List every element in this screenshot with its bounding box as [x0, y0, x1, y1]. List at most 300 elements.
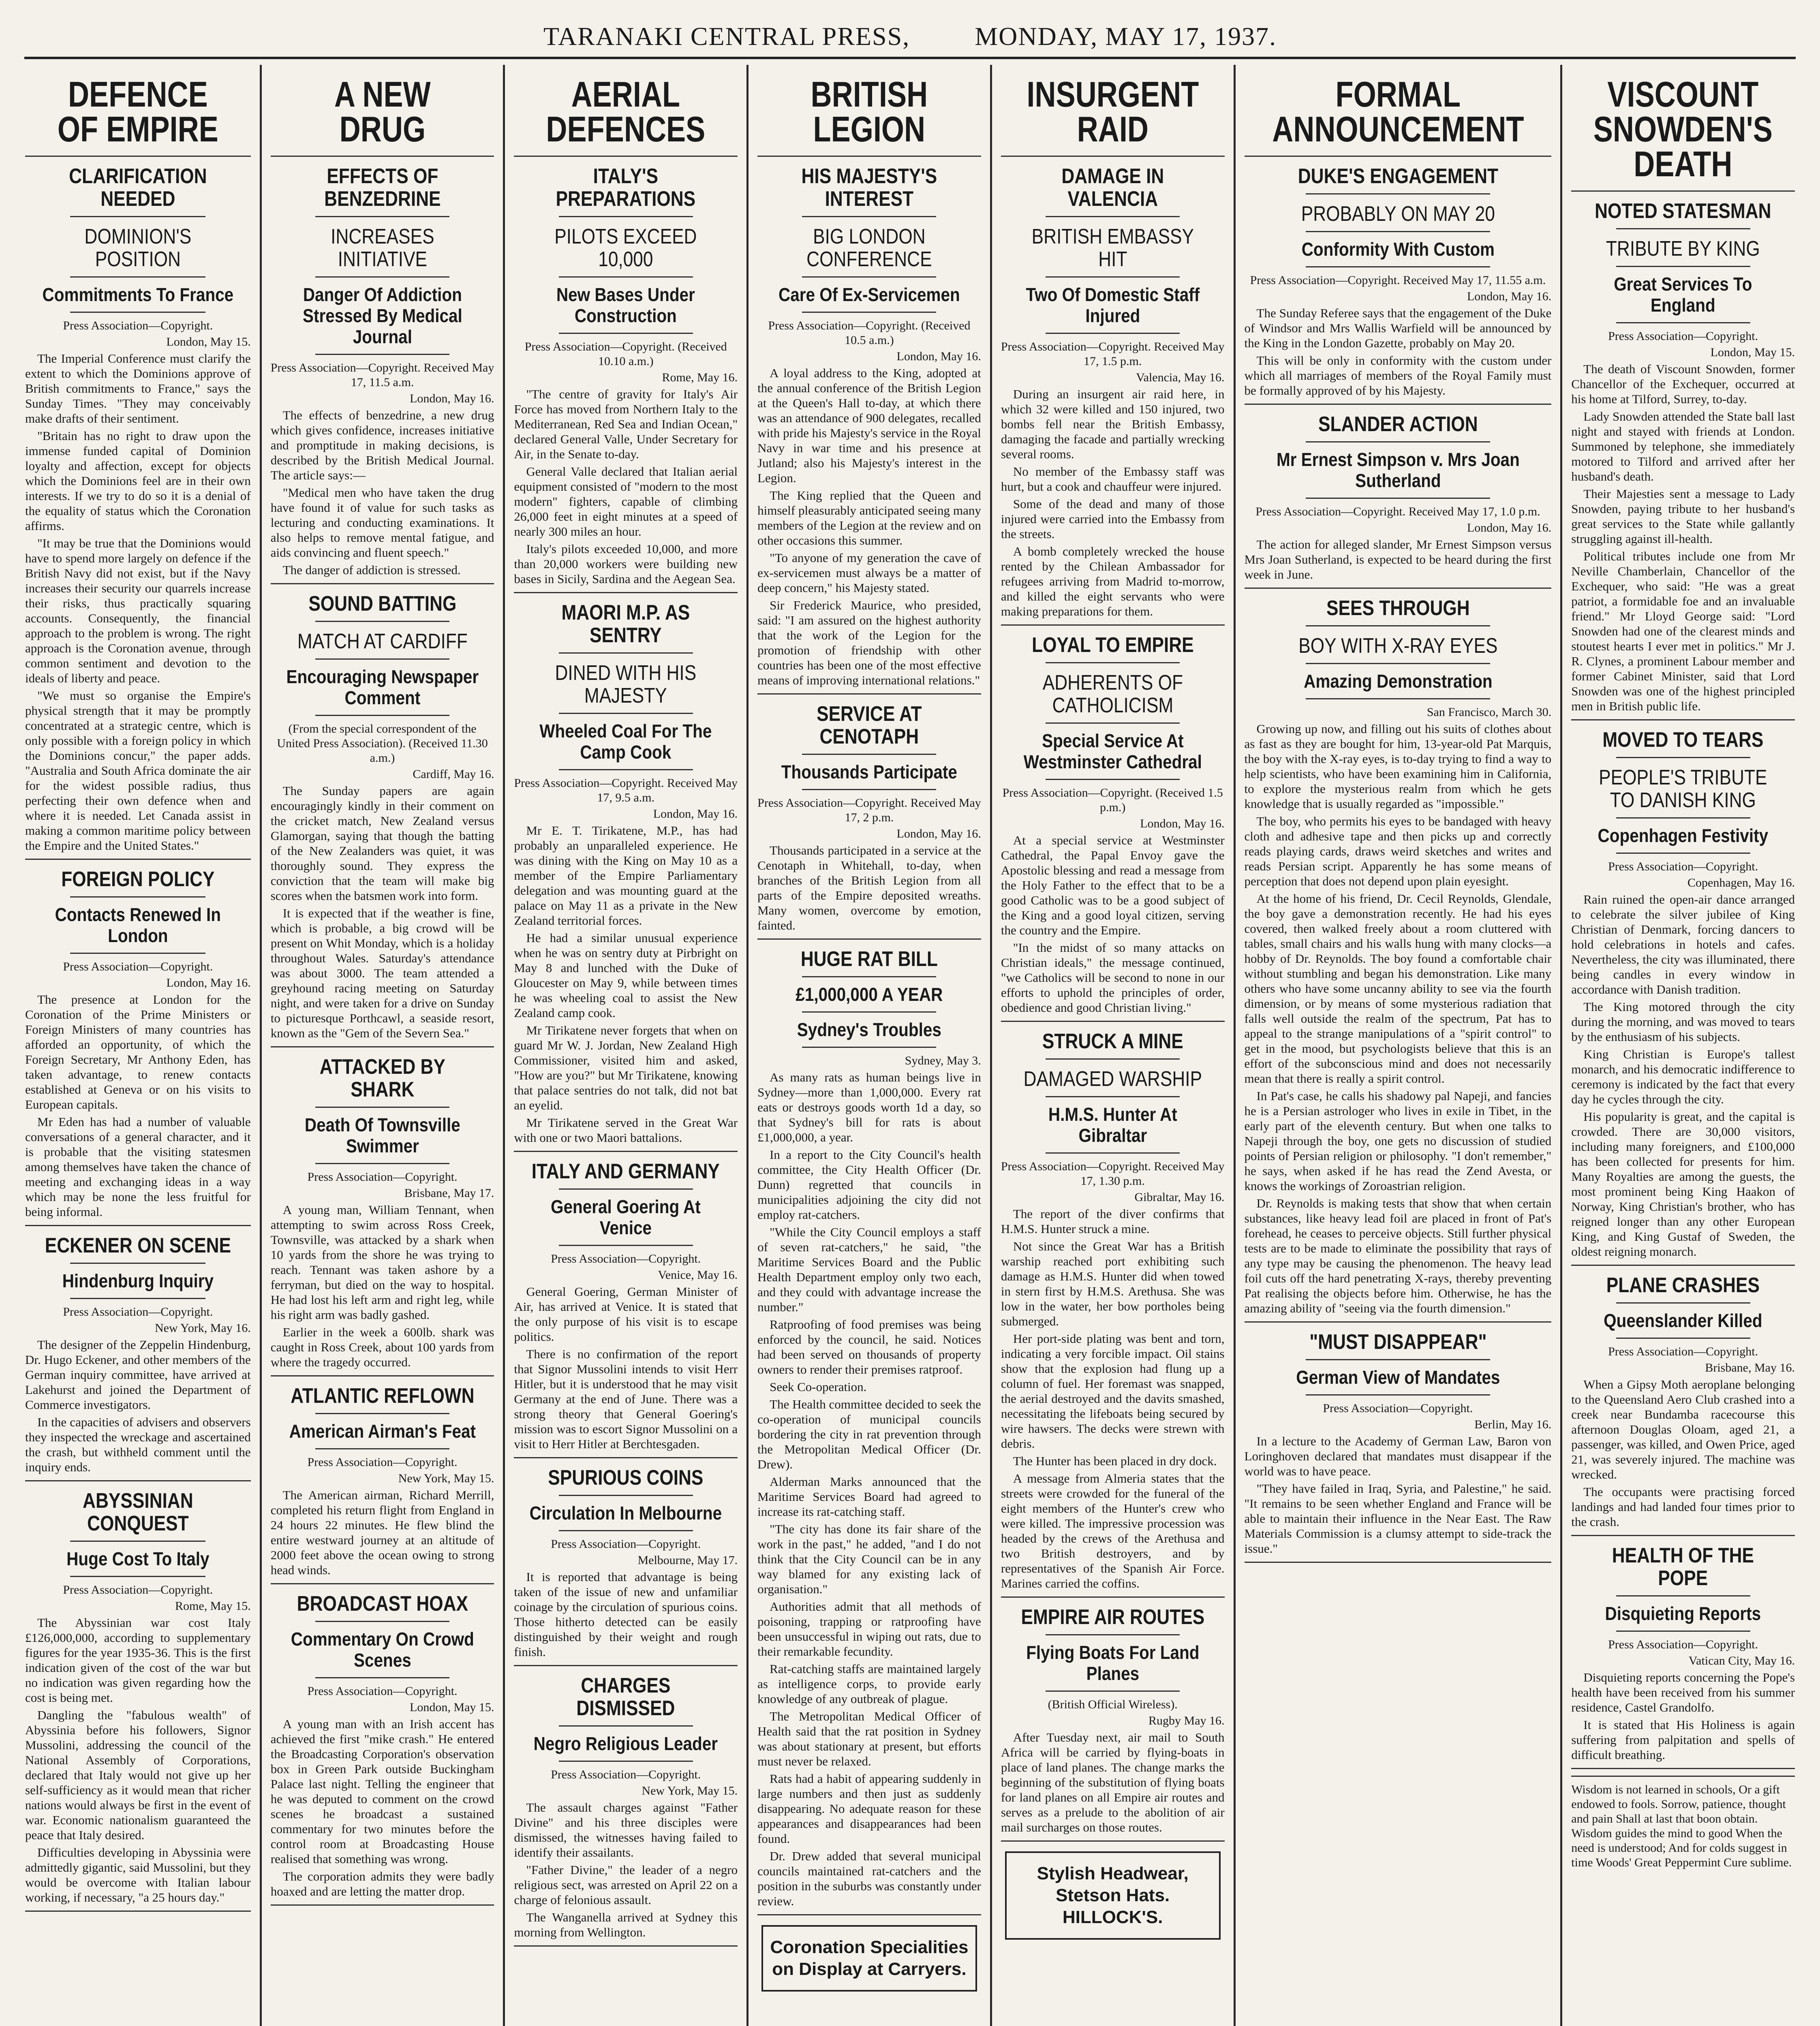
rule-divider [271, 583, 494, 584]
article-paragraph: In the capacities of advisers and observers they inspected the wreckage and ascertained the crash, but withheld comment until the inquiry ends. [25, 1415, 251, 1474]
article-paragraph: The Imperial Conference must clarify the extent to which the Dominions approve of British commitments to France," says the Sunday Times. "They may conceivably make drafts of their sentiment. [25, 351, 251, 425]
article-paragraph: In Pat's case, he calls his shadowy pal Napeji, and fancies he is a Persian astrologer who lives in exile in Tibet, in the early part of the eleventh century. But when one talks to Napeji through the boy, one gets no discussion of studied points of Persian religion or philosophy. "I don't remember," he says, when asked if he has read the Zend Avesta, or knows the workings of Zoroastrian religion. [1244, 1089, 1552, 1193]
article-paragraph: "The centre of gravity for Italy's Air Force has moved from Northern Italy to the Mediterranean, Red Sea and Indian Ocean," declared General Valle, Under Secretary for Air, in the Senate to-day. [514, 387, 738, 461]
article-paragraph: The Wanganella arrived at Sydney this morning from Wellington. [514, 1910, 738, 1939]
section-subheadline: Wheeled Coal For The Camp Cook [539, 720, 712, 763]
dateline: London, May 16. [896, 350, 981, 363]
rule-divider [1306, 231, 1490, 232]
section-headline: ATTACKED BY SHARK [319, 1055, 445, 1101]
byline: Press Association—Copyright. Received May 17, 11.5 a.m. [270, 361, 494, 389]
section-headline: ITALY AND GERMANY [532, 1160, 720, 1183]
byline: Press Association—Copyright. Received May 17, 11.55 a.m. [1250, 274, 1546, 287]
article-paragraph: Mr Tirikatene served in the Great War with one or two Maori battalions. [514, 1116, 738, 1145]
rule-divider [1571, 190, 1795, 192]
rule-divider [757, 156, 981, 157]
rule-divider [1306, 193, 1490, 194]
rule-divider [1306, 625, 1490, 626]
article-paragraph: Her port-side plating was bent and torn, indicating a very forcible impact. Oil stains show that the explosion had flung up a column of fuel. Her foremast was snapped, the aerial destroyed and the davits smashed, necessitating the lifeboats being secured by wire hawsers. The decks were strewn with debris. [1001, 1331, 1225, 1451]
section-headline: HIS MAJESTY'S INTEREST [801, 165, 937, 211]
rule-divider [70, 216, 205, 217]
rule-divider [802, 1011, 936, 1013]
rule-divider [559, 216, 693, 217]
article-paragraph: The Sunday papers are again encouragingly kindly in their comment on the cricket match, New Zealand versus Glamorgan, saying that though the batting of the New Zealanders was quiet, it was thoroughly sound. They express the conviction that the team will make big scores when the batsmen work into form. [270, 784, 494, 903]
rule-divider [1046, 276, 1180, 278]
rule-divider [70, 953, 205, 954]
paper-name: TARANAKI CENTRAL PRESS, [543, 22, 910, 51]
rule-divider [1306, 498, 1490, 499]
rule-divider [559, 1245, 693, 1246]
rule-divider [1616, 266, 1750, 267]
article-paragraph: Disquieting reports concerning the Pope's health have been received from his summer residence, Castel Grandolfo. [1571, 1670, 1795, 1714]
section-headline: PILOTS EXCEED 10,000 [554, 225, 697, 271]
rule-divider [271, 1583, 494, 1584]
rule-divider [802, 312, 936, 313]
article-paragraph: The designer of the Zeppelin Hindenburg, Dr. Hugo Eckener, and other members of the German inquiry committee, have arrived at Lakehurst and joined the Department of Commerce investigators. [25, 1338, 251, 1412]
section-subheadline: Commentary On Crowd Scenes [291, 1628, 474, 1671]
rule-divider [1245, 156, 1552, 157]
column-title: INSURGENT RAID [1027, 74, 1199, 149]
dateline: New York, May 15. [398, 1472, 494, 1485]
section-subheadline: General Goering At Venice [551, 1196, 701, 1238]
section-headline: ADHERENTS OF CATHOLICISM [1042, 671, 1183, 717]
section-headline: FOREIGN POLICY [61, 868, 215, 891]
issue-date: MONDAY, MAY 17, 1937. [975, 22, 1277, 51]
article-paragraph: The Sunday Referee says that the engagement of the Duke of Windsor and Mrs Wallis Warfield will be announced by the King in the London Gazette, probably on May 20. [1244, 306, 1552, 350]
byline: Press Association—Copyright. [551, 1537, 701, 1551]
section-headline: PROBABLY ON MAY 20 [1301, 202, 1495, 226]
dateline: Rugby May 16. [1148, 1714, 1225, 1727]
article-paragraph: During an insurgent air raid here, in which 32 were killed and 150 injured, two bombs fell near the British Embassy, damaging the facade and partially wrecking several rooms. [1001, 387, 1225, 461]
rule-divider [70, 312, 205, 313]
news-column [1234, 65, 1561, 2026]
byline: Press Association—Copyright. [1608, 860, 1758, 873]
article-paragraph: Not since the Great War has a British warship reached port exhibiting such damage as H.M.S. Hunter did when towed in stern first by H.M.S. Arethusa. She was low in the water, her bow portholes being submerged. [1001, 1239, 1225, 1328]
article-paragraph: King Christian is Europe's tallest monarch, and his democratic indifference to ceremony is indicated by the fact that every day he cycles through the city. [1571, 1047, 1795, 1106]
byline: Press Association—Copyright. [551, 1768, 701, 1781]
section-subheadline: Commitments To France [42, 284, 234, 305]
rule-divider [1046, 1096, 1180, 1097]
rule-divider [315, 354, 449, 355]
rule-divider [802, 789, 936, 790]
rule-divider [802, 1047, 936, 1048]
article-paragraph: "We must so organise the Empire's physical strength that it may be promptly concentrated at a strategic centre, which is only possible with a foreign policy in which the Dominions concur," the paper adds. "Australia and South Africa dominate the air for the widest possible radius, thus perfecting their own defence when and where it is needed. Let Canada assist in making a common maritime policy between the Empire and the United States." [25, 688, 251, 853]
article-paragraph: Authorities admit that all methods of poisoning, trapping or ratproofing have been unsuccessful in wiping out rats, due to their remarkable fecundity. [757, 1599, 981, 1658]
dateline: London, May 16. [1140, 817, 1225, 830]
rule-divider [70, 1298, 205, 1299]
rule-divider [1046, 1058, 1180, 1060]
rule-divider [1616, 817, 1750, 819]
dateline: San Francisco, March 30. [1426, 705, 1552, 719]
byline: Press Association—Copyright. Received May 17, 1.0 p.m. [1255, 505, 1540, 518]
section-headline: SERVICE AT CENOTAPH [817, 702, 922, 748]
article-paragraph: The Metropolitan Medical Officer of Health said that the rat position in Sydney was about stationary at present, but efforts must never be relaxed. [757, 1709, 981, 1768]
news-column [16, 65, 260, 2026]
rule-divider [1001, 156, 1225, 157]
column-title: VISCOUNT SNOWDEN'S DEATH [1593, 74, 1773, 184]
article-paragraph: Italy's pilots exceeded 10,000, and more than 20,000 workers were building new bases in Sicily, Sardina and the Aegean Sea. [514, 542, 738, 586]
masthead [24, 16, 1796, 59]
rule-divider [1616, 1631, 1750, 1632]
rule-divider [315, 1107, 449, 1108]
dateline: London, May 16. [1467, 521, 1552, 534]
rule-divider [559, 1495, 693, 1496]
dateline: London, May 16. [1467, 290, 1552, 303]
article-paragraph: When a Gipsy Moth aeroplane belonging to the Queensland Aero Club crashed into a creek near Bundamba racecourse this afternoon Douglas Oloam, aged 21, a passenger, was killed, and Owen Price, aged 21, was severely injured. The machine was wrecked. [1571, 1377, 1795, 1481]
section-headline: BRITISH EMBASSY HIT [1031, 225, 1194, 271]
article-paragraph: Ratproofing of food premises was being enforced by the council, he said. Notices had been served on thousands of property owners to render their premises ratproof. [757, 1317, 981, 1376]
article-paragraph: Rain ruined the open-air dance arranged to celebrate the silver jubilee of King Christian of Denmark, forcing dancers to hold celebrations in hotels and cafes. Nevertheless, the city was illuminated, there being candles in every window in accordance with Danish tradition. [1571, 892, 1795, 996]
news-column [1560, 65, 1804, 2026]
section-subheadline: Amazing Demonstration [1303, 671, 1493, 692]
section-headline: DAMAGED WARSHIP [1023, 1067, 1202, 1091]
section-headline: NOTED STATESMAN [1595, 199, 1771, 223]
rule-divider [559, 769, 693, 770]
rule-divider [271, 1375, 494, 1376]
rule-divider [1245, 404, 1552, 405]
byline: (British Official Wireless). [1048, 1698, 1178, 1711]
section-headline: DAMAGE IN VALENCIA [1061, 165, 1164, 211]
section-subheadline: Mr Ernest Simpson v. Mrs Joan Sutherland [1276, 449, 1520, 491]
rule-divider [1616, 1595, 1750, 1596]
rule-divider [25, 1911, 251, 1912]
rule-divider [1046, 662, 1180, 663]
dateline: Brisbane, May 17. [404, 1186, 494, 1200]
section-subheadline: Huge Cost To Italy [66, 1548, 210, 1569]
section-headline: DUKE'S ENGAGEMENT [1298, 165, 1498, 188]
section-subheadline: Circulation In Melbourne [529, 1502, 722, 1524]
rule-divider [315, 1677, 449, 1678]
section-headline: ATLANTIC REFLOWN [290, 1384, 475, 1408]
rule-divider [315, 621, 449, 622]
article-paragraph: Dr. Reynolds is making tests that show that when certain substances, like heavy lead foil are placed in front of Pat's forehead, he ceases to perceive objects. Still further physical tests are to be made to eliminate the possibility that rays of any type may be causing the phenomenon. The heavy lead foil cuts off the hard penetrating X-rays, thereby preventing Pat realising the objects before him. Otherwise, he has the amazing ability of "seeing via the fourth dimension." [1244, 1196, 1552, 1315]
rule-divider [1245, 588, 1552, 589]
byline: Press Association—Copyright. Received May 17, 2 p.m. [757, 796, 981, 824]
article-paragraph: Dr. Drew added that several municipal councils maintained rat-catchers and the position in the suburbs was constantly under review. [757, 1849, 981, 1908]
rule-divider [1306, 663, 1490, 664]
section-headline: DINED WITH HIS MAJESTY [555, 661, 697, 707]
article-paragraph: "The city has done its fair share of the work in the past," he added, "and I do not think that the City Council can be in any way blamed for any existing lack of organisation." [757, 1522, 981, 1596]
dateline: London, May 16. [410, 392, 494, 405]
section-headline: ITALY'S PREPARATIONS [556, 165, 696, 211]
article-paragraph: A message from Almeria states that the streets were crowded for the funeral of the eight members of the Hunter's crew who were killed. The impressive procession was headed by the crews of the Arethusa and two British destroyers, and by representatives of the Spanish Air Force. Marines carried the coffins. [1001, 1471, 1225, 1590]
section-subheadline: Danger Of Addiction Stressed By Medical Journal [302, 284, 462, 347]
byline: Press Association—Copyright. [63, 960, 213, 973]
dateline: London, May 15. [166, 335, 251, 348]
rule-divider [802, 754, 936, 755]
byline: Press Association—Copyright. Received May 17, 1.30 p.m. [1001, 1160, 1225, 1188]
dateline: Melbourne, May 17. [637, 1554, 738, 1567]
article-paragraph: It is stated that His Holiness is again suffering from palpitation and spells of difficult breathing. [1571, 1718, 1795, 1762]
byline: Press Association—Copyright. [307, 1170, 458, 1184]
article-paragraph: No member of the Embassy staff was hurt, but a cook and chauffeur were injured. [1001, 464, 1225, 494]
section-headline: ECKENER ON SCENE [45, 1234, 231, 1257]
rule-divider [25, 156, 251, 157]
rule-divider [559, 1761, 693, 1762]
column-title: BRITISH LEGION [811, 74, 928, 149]
rule-divider [1616, 1338, 1750, 1339]
section-headline: SOUND BATTING [308, 592, 457, 615]
dateline: Venice, May 16. [658, 1268, 738, 1282]
rule-divider [1046, 1634, 1180, 1635]
rule-divider [1571, 719, 1795, 720]
rule-divider [559, 276, 693, 278]
section-subheadline: Death Of Townsville Swimmer [304, 1114, 460, 1156]
article-paragraph: At the home of his friend, Dr. Cecil Reynolds, Glendale, the boy gave a demonstration recently. He had his eyes covered, then walked freely about a room cluttered with tables, small chairs and his walls hung with many clocks—a hobby of Dr. Reynolds. The boy found a comfortable chair without stumbling and began his demonstration. Like many others who have some uncanny ability to see via the fourth dimension, or by means of some mysterious radiation that falls well outside the realm of the spectrum, Pat has to appeal to the strange manipulations of a "spirit control" to get in the mood, but psychologists believe that this is an effort of the subconscious mind and does not necessarily mean that there is really a spirit control. [1244, 891, 1552, 1086]
rule-divider [757, 1914, 981, 1915]
byline: Press Association—Copyright. [1608, 1638, 1758, 1651]
section-subheadline: Great Services To England [1614, 274, 1752, 316]
dateline: London, May 15. [1710, 346, 1795, 359]
rule-divider [559, 1188, 693, 1190]
dateline: Sydney, May 3. [905, 1054, 981, 1067]
article-paragraph: The death of Viscount Snowden, former Chancellor of the Exchequer, occurred at his home at Tilford, Surrey, to-day. [1571, 362, 1795, 406]
byline: (From the special correspondent of the United Press Association). (Received 11.30 a.m.) [277, 722, 488, 765]
column-title: DEFENCE OF EMPIRE [57, 74, 218, 149]
article-paragraph: Rat-catching staffs are maintained largely as intelligence corps, to provide early knowledge of any outbreak of plague. [757, 1662, 981, 1706]
section-subheadline: German View of Mandates [1296, 1367, 1500, 1388]
dateline: Rome, May 16. [662, 371, 738, 384]
article-paragraph: The assault charges against "Father Divine" and his three disciples were dismissed, the witnesses having failed to identify their assailants. [514, 1800, 738, 1859]
dateline: Brisbane, May 16. [1705, 1361, 1795, 1374]
byline: Press Association—Copyright. [551, 1252, 701, 1265]
dateline: Berlin, May 16. [1474, 1418, 1552, 1431]
byline: Press Association—Copyright. [1608, 329, 1758, 343]
rule-divider [271, 1904, 494, 1906]
section-subheadline: New Bases Under Construction [556, 284, 695, 326]
article-paragraph: A bomb completely wrecked the house rented by the Chilean Ambassador for refugees arriving from Madrid to-morrow, and killed the eight servants who were making preparations for them. [1001, 544, 1225, 618]
rule-divider [1306, 1359, 1490, 1360]
news-columns [16, 65, 1804, 2026]
section-subheadline: Encouraging Newspaper Comment [286, 666, 479, 708]
rule-divider [25, 859, 251, 860]
rule-divider [25, 1225, 251, 1226]
section-subheadline: Two Of Domestic Staff Injured [1026, 284, 1200, 326]
rule-divider [757, 693, 981, 695]
dateline: Gibraltar, May 16. [1134, 1190, 1225, 1204]
section-headline: MAORI M.P. AS SENTRY [561, 601, 690, 647]
rule-divider [1046, 779, 1180, 780]
section-headline: PEOPLE'S TRIBUTE TO DANISH KING [1599, 766, 1767, 812]
section-headline: CLARIFICATION NEEDED [69, 165, 207, 211]
advertisement: Coronation Specialities on Display at Carryers. [761, 1925, 977, 1992]
article-paragraph: The Health committee decided to seek the co-operation of municipal councils bordering the city in rat prevention through the Metropolitan Medical Officer (Dr. Drew). [757, 1397, 981, 1471]
article-paragraph: "They have failed in Iraq, Syria, and Palestine," he said. "It remains to be seen whether England and France will be able to maintain their influence in the Near East. The Raw Materials Commission is a clumsy attempt to side-track the issue." [1244, 1481, 1552, 1556]
byline: Press Association—Copyright. Received May 17, 9.5 a.m. [514, 776, 738, 804]
section-headline: "MUST DISAPPEAR" [1309, 1330, 1487, 1354]
byline: Press Association—Copyright. [307, 1684, 458, 1698]
rule-divider [802, 276, 936, 278]
rule-divider [1001, 1596, 1225, 1598]
rule-divider [315, 715, 449, 716]
article-paragraph: Mr Eden has had a number of valuable conversations of a general character, and it is probable that the visiting statesmen among themselves have taken the chance of meeting and exchanging ideas in a way which may be none the less fruitful for being informal. [25, 1115, 251, 1219]
article-paragraph: The boy, who permits his eyes to be bandaged with heavy cloth and adhesive tape and then picks up and correctly reads playing cards, draws weird sketches and writes and reads Persian script. Apparently he has some means of perception that does not depend upon plain eyesight. [1244, 814, 1552, 888]
dateline: Vatican City, May 16. [1688, 1654, 1795, 1667]
section-headline: EMPIRE AIR ROUTES [1021, 1605, 1205, 1629]
section-subheadline: Negro Religious Leader [534, 1733, 718, 1754]
rule-divider [559, 1530, 693, 1531]
article-paragraph: "While the City Council employs a staff of seven rat-catchers," he said, "the Maritime Services Board and the Public Health Department employ only two each, and they could with advantage increase the number." [757, 1225, 981, 1314]
article-paragraph: Mr E. T. Tirikatene, M.P., has had probably an unparalleled experience. He was dining with the King on May 10 as a member of the Empire Parliamentary delegation and was mounting guard at the palace on May 11 as a private in the New Zealand territorial forces. [514, 823, 738, 928]
article-paragraph: The King motored through the city during the morning, and was moved to tears by the enthusiasm of his subjects. [1571, 1000, 1795, 1044]
byline: Press Association—Copyright. [63, 1305, 213, 1319]
dateline: Valencia, May 16. [1136, 371, 1225, 384]
byline: Press Association—Copyright. [63, 319, 213, 332]
article-paragraph: "Medical men who have taken the drug have found it of value for such tasks as lecturing and conducting examinations. It also helps to remove mental fatigue, and aids convincing and fluent speech." [270, 485, 494, 560]
section-subheadline: American Airman's Feat [289, 1421, 476, 1442]
article-paragraph: "To anyone of my generation the cave of ex-servicemen must always be a matter of deep concern," his Majesty stated. [757, 551, 981, 595]
article-paragraph: He had a similar unusual experience when he was on sentry duty at Pirbright on May 8 and lunched with the Duke of Gloucester on May 9, while between times he was wheeling coal to assist the New Zealand camp cook. [514, 931, 738, 1020]
rule-divider [757, 938, 981, 940]
section-subheadline: Conformity With Custom [1301, 239, 1495, 260]
column-title: AERIAL DEFENCES [546, 74, 706, 149]
rule-divider [315, 276, 449, 278]
section-subheadline: Special Service At Westminster Cathedral [1023, 730, 1202, 772]
rule-divider [1616, 853, 1750, 854]
article-paragraph: "In the midst of so many attacks on Christian ideals," the message continued, "we Catholics will be second to none in our efforts to uphold the principles of order, obedience and good Christian living." [1001, 940, 1225, 1015]
article-paragraph: At a special service at Westminster Cathedral, the Papal Envoy gave the Apostolic blessing and read a message from the Holy Father to the effect that to be a good Catholic was to be a good subject of the King and a good loyal citizen, serving the country and the Empire. [1001, 833, 1225, 937]
article-paragraph: Rats had a habit of appearing suddenly in large numbers and then just as suddenly disappearing. No adequate reason for these appearances and disappearances had been found. [757, 1772, 981, 1846]
section-headline: CHARGES DISMISSED [576, 1674, 675, 1720]
rule-divider [514, 1151, 738, 1152]
byline: Press Association—Copyright. [307, 1455, 458, 1469]
section-headline: TRIBUTE BY KING [1606, 237, 1760, 261]
dateline: Cardiff, May 16. [413, 767, 494, 781]
news-column [990, 65, 1234, 2026]
rule-divider [514, 1457, 738, 1458]
section-headline: LOYAL TO EMPIRE [1031, 633, 1194, 657]
section-headline: BIG LONDON CONFERENCE [806, 225, 932, 271]
article-paragraph: In a report to the City Council's health committee, the City Health Officer (Dr. Dunn) regretted that councils in municipalities adjoining the city did not employ rat-catchers. [757, 1148, 981, 1222]
article-paragraph: This will be only in conformity with the custom under which all marriages of members of the Royal Family must be formally approved of by his Majesty. [1244, 353, 1552, 398]
article-paragraph: The occupants were practising forced landings and had landed four times prior to the crash. [1571, 1485, 1795, 1529]
article-paragraph: The Hunter has been placed in dry dock. [1013, 1454, 1217, 1468]
article-paragraph: Sir Frederick Maurice, who presided, said: "I am assured on the highest authority that the work of the Legion for the promotion of friendship with other countries has been one of the most effective means of improving international relations." [757, 598, 981, 687]
section-headline: BROADCAST HOAX [297, 1592, 468, 1616]
article-paragraph: Difficulties developing in Abyssinia were admittedly gigantic, said Mussolini, but they would be overcome with Italian labour working, if necessary, "a 25 hours day." [25, 1845, 251, 1904]
section-headline: ABYSSINIAN CONQUEST [83, 1489, 193, 1535]
article-paragraph: "Father Divine," the leader of a negro religious sect, was arrested on April 22 on a charge of felonious assault. [514, 1863, 738, 1907]
rule-divider [1306, 441, 1490, 442]
section-headline: PLANE CRASHES [1606, 1274, 1760, 1297]
rule-divider [1001, 1840, 1225, 1842]
rule-divider [1616, 1302, 1750, 1304]
column-title: A NEW DRUG [334, 74, 431, 149]
rule-divider [802, 976, 936, 977]
rule-divider [70, 1541, 205, 1542]
rule-divider [1046, 333, 1180, 334]
advert-verse: Wisdom is not learned in schools, Or a gift endowed to fools. Sorrow, patience, thought and pain Shall at last that boon obtain. Wisdom guides the mind to good When the need is understood; And for colds suggest in time Woods' Great Peppermint Cure sublime. [1571, 1776, 1795, 1870]
section-headline: DOMINION'S POSITION [84, 225, 192, 271]
dateline: New York, May 15. [642, 1784, 738, 1797]
rule-divider [1306, 1394, 1490, 1396]
byline: Press Association—Copyright. [1323, 1402, 1473, 1415]
rule-divider [1046, 1690, 1180, 1692]
news-column [503, 65, 746, 2026]
rule-divider [1245, 1321, 1552, 1323]
rule-divider [1001, 1021, 1225, 1022]
article-paragraph: "Britain has no right to draw upon the immense funded capital of Dominion loyalty and affection, except for objects which the Dominions feel are in their own interests. If we try to do so it is a denial of the equality of status which the Coronation affirms. [25, 429, 251, 533]
article-paragraph: The American airman, Richard Merrill, completed his return flight from England in 24 hours 22 minutes. He flew blind the entire westward journey at an altitude of 2000 feet above the ocean owing to strong head winds. [270, 1488, 494, 1577]
news-column [260, 65, 503, 2026]
section-headline: MATCH AT CARDIFF [297, 630, 468, 653]
article-paragraph: The action for alleged slander, Mr Ernest Simpson versus Mrs Joan Sutherland, is expected to be heard during the first week in June. [1244, 537, 1552, 581]
article-paragraph: General Valle declared that Italian aerial equipment consisted of "modern to the most modern" fighters, capable of climbing 26,000 feet in eight minutes at a speed of nearly 300 miles an hour. [514, 464, 738, 539]
dateline: London, May 16. [653, 807, 738, 821]
rule-divider [315, 1163, 449, 1164]
rule-divider [514, 1665, 738, 1666]
rule-divider [1616, 757, 1750, 758]
rule-divider [315, 1621, 449, 1622]
section-subheadline: Disquieting Reports [1605, 1603, 1761, 1624]
article-paragraph: There is no confirmation of the report that Signor Mussolini intends to visit Herr Hitler, but it is understood that he may visit Germany at the end of June. There was a strong theory that General Goering's mission was to escort Signor Mussolini on a visit to Herr Hitler at Berchtesgaden. [514, 1347, 738, 1451]
section-subheadline: Flying Boats For Land Planes [1026, 1642, 1200, 1684]
section-headline: BOY WITH X-RAY EYES [1298, 634, 1498, 658]
article-paragraph: It is reported that advantage is being taken of the issue of new and unfamiliar coinage by the circulation of spurious coins. Those hitherto detected can be easily distinguished by their weight and rough finish. [514, 1570, 738, 1659]
rule-divider [70, 896, 205, 898]
rule-divider [25, 1480, 251, 1481]
article-paragraph: It is expected that if the weather is fine, which is probable, a big crowd will be present on Whit Monday, which is a holiday throughout Wales. Saturday's attendance was about 3000. The team attended a greyhound racing meeting on Saturday night, and were taken for a drive on Sunday to picturesque Porthcawl, a seaside resort, known as the "Gem of the Severn Sea." [270, 906, 494, 1040]
section-headline: HEALTH OF THE POPE [1612, 1544, 1754, 1590]
article-paragraph: The presence at London for the Coronation of the Prime Ministers or Foreign Ministers of many countries has afforded an opportunity, of which the Foreign Secretary, Mr Anthony Eden, has taken advantage, to renew contacts established at Geneva or on his visits to European capitals. [25, 992, 251, 1111]
article-paragraph: Some of the dead and many of those injured were carried into the Embassy from the streets. [1001, 497, 1225, 541]
rule-divider [271, 1046, 494, 1047]
article-paragraph: The effects of benzedrine, a new drug which gives confidence, increases initiative and promptitude in making decisions, is described by the British Medical Journal. The article says:— [270, 408, 494, 482]
article-paragraph: Their Majesties sent a message to Lady Snowden, paying tribute to her husband's great services to the State while gallantly struggling against ill-health. [1571, 487, 1795, 546]
article-paragraph: Growing up now, and filling out his suits of clothes about as fast as they are bought for him, 13-year-old Pat Marquis, the boy with the X-ray eyes, is to-day trying to find a way to help scientists, who have been examining him in California, to explore the mysterious realm from which he gets knowledge that is usually regarded as "impossible." [1244, 722, 1552, 811]
section-headline: HUGE RAT BILL [800, 947, 938, 971]
section-headline: INCREASES INITIATIVE [330, 225, 434, 271]
byline: Press Association—Copyright. (Received 1.5 p.m.) [1002, 786, 1223, 814]
rule-divider [70, 1263, 205, 1264]
dateline: London, May 16. [166, 976, 251, 989]
rule-divider [315, 1448, 449, 1449]
rule-divider [315, 1413, 449, 1414]
article-paragraph: After Tuesday next, air mail to South Africa will be carried by flying-boats in place of land planes. The change marks the beginning of the substitution of flying boats for land planes on all Empire air routes and serves as a prelude to the abolition of air mail surcharges on those routes. [1001, 1730, 1225, 1834]
article-paragraph: Lady Snowden attended the State ball last night and stayed with friends at London. Summoned by telephone, she immediately motored to Tilford and arrived after her husband's death. [1571, 409, 1795, 483]
section-subheadline: Thousands Participate [781, 761, 958, 782]
section-subheadline: Copenhagen Festivity [1598, 825, 1769, 846]
article-paragraph: A young man with an Irish accent has achieved the first "mike crash." He entered the Broadcasting Corporation's observation box in Green Park outside Buckingham Palace last night. Telling the engineer that he was deputed to comment on the crowd scenes he broadcast a sustained commentary for two minutes before the control room at Broadcasting House realised that something was wrong. [270, 1717, 494, 1866]
article-paragraph: Mr Tirikatene never forgets that when on guard Mr W. J. Jordan, New Zealand High Commissioner, visited him and asked, "How are you?" but Mr Tirikatene, knowing that palace sentries do not talk, did not bat an eyelid. [514, 1023, 738, 1112]
rule-divider [315, 658, 449, 660]
section-subheadline: Hindenburg Inquiry [62, 1270, 214, 1291]
rule-divider [559, 652, 693, 654]
news-column [746, 65, 990, 2026]
dateline: London, May 15. [410, 1701, 494, 1714]
dateline: Rome, May 15. [175, 1599, 251, 1613]
section-subheadline: Care Of Ex-Servicemen [778, 284, 960, 305]
article-paragraph: Dangling the "fabulous wealth" of Abyssinia before his followers, Signor Mussolini, addressing the council of the National Assembly of Corporations, declared that Italy would not give up her self-sufficiency as it would mean that richer nations would always be first in the event of war. Economic nationalism guaranteed the peace that Italy desired. [25, 1708, 251, 1842]
article-paragraph: Alderman Marks announced that the Maritime Services Board had agreed to increase its rat-catching staff. [757, 1475, 981, 1519]
column-title: FORMAL ANNOUNCEMENT [1272, 74, 1524, 149]
rule-divider [1001, 624, 1225, 626]
article-paragraph: His popularity is great, and the capital is crowded. There are 30,000 visitors, including many foreigners, and £100,000 has been collected for presents for him. Many Royalties are among the guests, the most prominent being King Haakon of Norway, King Christian's brother, who has reigned longer than any other European King, and King Gustaf of Sweden, the oldest reigning monarch. [1571, 1109, 1795, 1259]
section-subheadline: £1,000,000 A YEAR [796, 984, 943, 1005]
dateline: London, May 16. [896, 827, 981, 840]
article-paragraph: In a lecture to the Academy of German Law, Baron von Loringhoven declared that mandates must disappear if the world was to have peace. [1244, 1434, 1552, 1478]
rule-divider [1046, 1152, 1180, 1154]
advertisement: Stylish Headwear, Stetson Hats. HILLOCK'S. [1005, 1851, 1221, 1940]
rule-divider [271, 156, 494, 157]
rule-divider [514, 156, 738, 157]
rule-divider [1616, 322, 1750, 323]
section-headline: SPURIOUS COINS [548, 1466, 704, 1490]
rule-divider [514, 592, 738, 593]
rule-divider [802, 216, 936, 217]
rule-divider [1616, 228, 1750, 229]
article-paragraph: A young man, William Tennant, when attempting to swim across Ross Creek, Townsville, was attacked by a shark when 10 yards from the shore he was trying to reach. Tennant was taken ashore by a ferryman, but died on the way to hospital. He had lost his left arm and right leg, while his right arm was badly gashed. [270, 1203, 494, 1322]
section-subheadline: Sydney's Troubles [797, 1019, 942, 1040]
